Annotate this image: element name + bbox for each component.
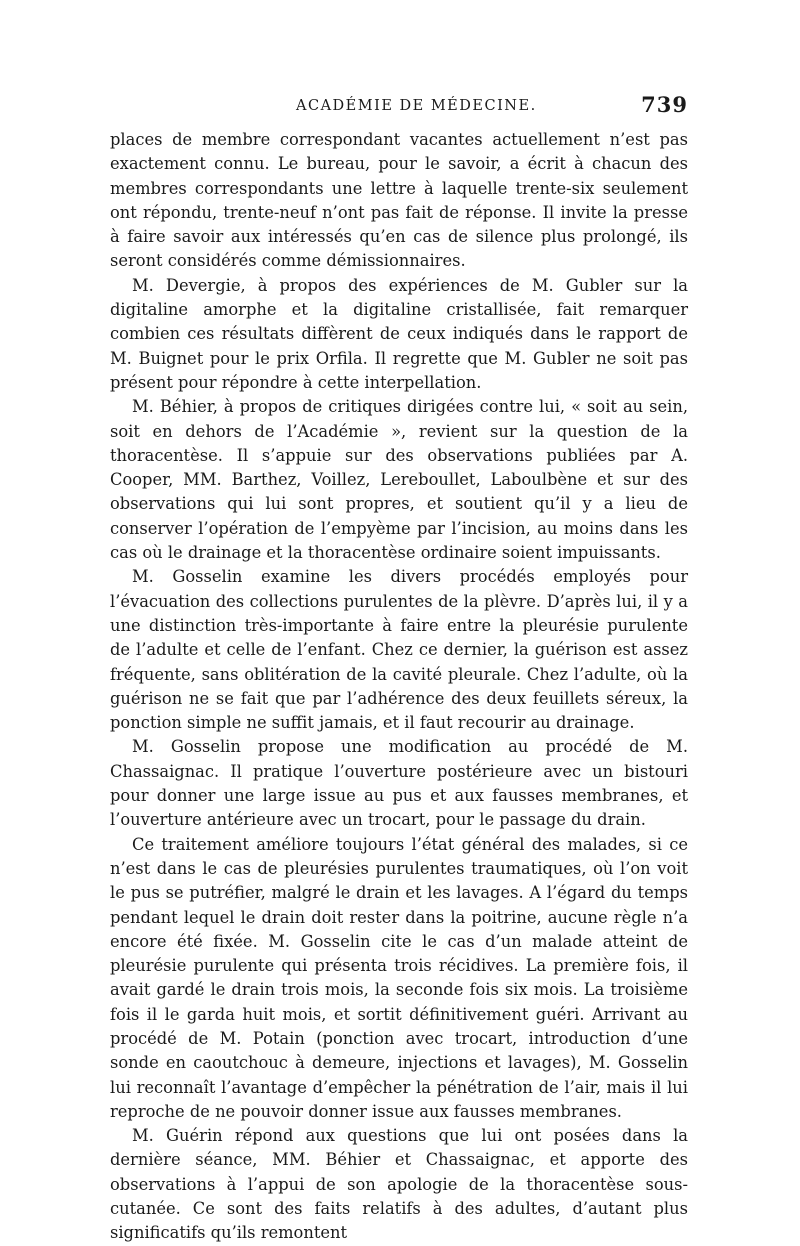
paragraph-treatment: Ce traitement améliore toujours l’état général des malades, si ce n’est dans le cas de pleurésies purulentes traumatiques, où l’on voit le pus se putréfier, malgré le drain et les lavages. A l’égard du temps pendant lequel le drain doit rester dans la poitrine, aucune règle n’a encore été fixée. M. Gosselin cite le cas d’un malade atteint de pleurésie purulente qui présenta trois récidives. La première fois, il avait gardé le drain trois mois, la seconde fois six mois. La troisième fois il le garda huit mois, et sortit définitivement guéri. Arrivant au procédé de M. Potain (ponction avec trocart, introduction d’une sonde en caoutchouc à demeure, injections et lavages), M. Gosselin lui reconnaît l’avantage d’empêcher la pénétration de l’air, mais il lui reproche de ne pouvoir donner issue aux fausses membranes.	[110, 834, 688, 1121]
paragraph-devergie: M. Devergie, à propos des expériences de M. Gubler sur la digitaline amorphe et la digitaline cristallisée, fait remarquer combien ces résultats diffèrent de ceux indiqués dans le rapport de M. Buignet pour le prix Orfila. Il regrette que M. Gubler ne soit pas présent pour répondre à cette interpellation.	[110, 275, 688, 392]
body-text	[110, 128, 688, 1246]
paragraph-gosselin-examination: M. Gosselin examine les divers procédés employés pour l’évacuation des collections purulentes de la plèvre. D’après lui, il y a une distinction très-importante à faire entre la pleurésie purulente de l’adulte et celle de l’enfant. Chez ce dernier, la guérison est assez fréquente, sans oblitération de la cavité pleurale. Chez l’adulte, où la guérison ne se fait que par l’adhérence des deux feuillets séreux, la ponction simple ne suffit jamais, et il faut recourir au drainage.	[110, 567, 688, 733]
running-title: ACADÉMIE DE MÉDECINE.	[296, 98, 537, 114]
paragraph-continuation: places de membre correspondant vacantes actuellement n’est pas exactement connu. Le bureau, pour le savoir, a écrit à chacun des membres correspondants une lettre à laquelle trente-six seulement ont répondu, trente-neuf n’ont pas fait de réponse. Il invite la presse à faire savoir aux intéressés qu’en cas de silence plus prolongé, ils seront considérés comme démissionnaires.	[110, 130, 688, 271]
page-number: 739	[641, 92, 688, 117]
running-header	[110, 92, 688, 128]
paragraph-gosselin-modification: M. Gosselin propose une modification au procédé de M. Chassaignac. Il pratique l’ouverture postérieure avec un bistouri pour donner une large issue au pus et aux fausses membranes, et l’ouverture antérieure avec un trocart, pour le passage du drain.	[110, 737, 688, 830]
book-page	[110, 92, 688, 1246]
paragraph-guerin: M. Guérin répond aux questions que lui ont posées dans la dernière séance, MM. Béhier et Chassaignac, et apporte des observations à l’appui de son apologie de la thoracentèse sous-cutanée. Ce sont des faits relatifs à des adultes, d’autant plus significatifs qu’ils remontent	[110, 1126, 688, 1243]
paragraph-behier: M. Béhier, à propos de critiques dirigées contre lui, « soit au sein, soit en dehors de l’Académie », revient sur la question de la thoracentèse. Il s’appuie sur des observations publiées par A. Cooper, MM. Barthez, Voillez, Lereboullet, Laboulbène et sur des observations qui lui sont propres, et soutient qu’il y a lieu de conserver l’opération de l’empyème par l’incision, au moins dans les cas où le drainage et la thoracentèse ordinaire soient impuissants.	[110, 397, 688, 563]
